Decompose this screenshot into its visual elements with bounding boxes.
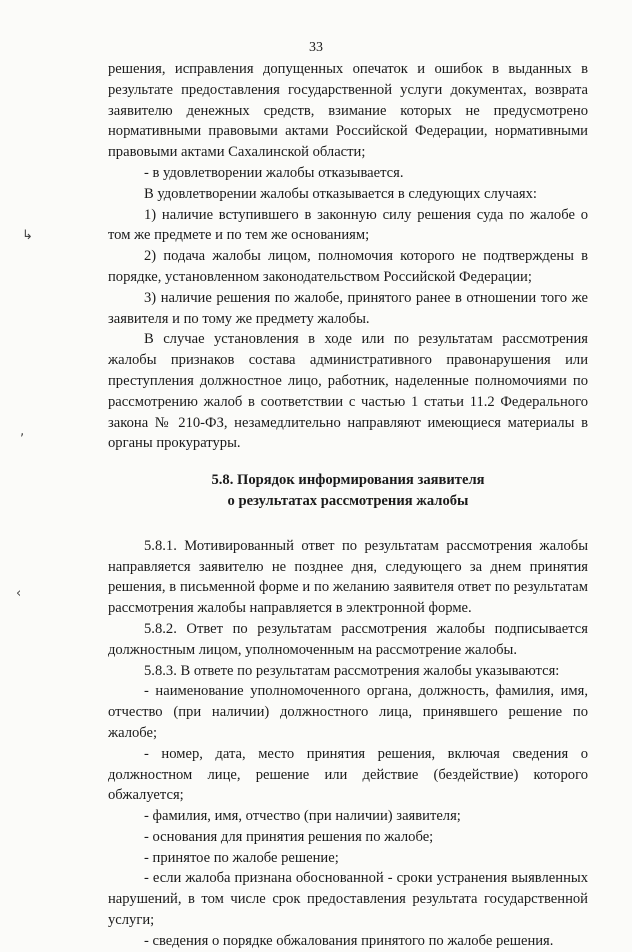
page-number: 33: [309, 40, 323, 55]
list-item: 1) наличие вступившего в законную силу решения суда по жалобе о том же предмете и по тем же основаниям;: [108, 206, 588, 244]
paragraph: 5.8.1. Мотивированный ответ по результатам рассмотрения жалобы направляется заявителю не позднее дня, следующего за днем принятия решения, в письменной форме и по желанию заявителя ответ по результатам рассмотрения жалобы направляется в электронной форме.: [108, 537, 588, 617]
list-item: - принятое по жалобе решение;: [144, 849, 339, 866]
paragraph: В удовлетворении жалобы отказывается в следующих случаях:: [144, 185, 537, 202]
list-item: - основания для принятия решения по жалобе;: [144, 828, 434, 845]
list-item: - фамилия, имя, отчество (при наличии) заявителя;: [144, 808, 461, 825]
list-item: - если жалоба признана обоснованной - сроки устранения выявленных нарушений, в том числе срок предоставления результата государственной услуги;: [108, 870, 588, 929]
list-item: - номер, дата, место принятия решения, включая сведения о должностном лице, решение или действие (бездействие) которого обжалуется;: [108, 745, 588, 804]
scan-mark: ‚: [20, 424, 25, 439]
section-heading: о результатах рассмотрения жалобы: [227, 492, 469, 509]
document-body: [108, 59, 588, 952]
paragraph: решения, исправления допущенных опечаток и ошибок в выданных в результате предоставления государственной услуги документах, возврата заявителю денежных средств, взимание которых не предусмотрено нормативными правовыми актами Российской Федерации, нормативными правовыми актами Сахалинской области;: [108, 61, 588, 161]
scan-mark: ‹: [16, 586, 22, 601]
list-item: - наименование уполномоченного органа, должность, фамилия, имя, отчество (при наличии) должностного лица, принявшего решение по жалобе;: [108, 683, 588, 741]
section-heading: 5.8. Порядок информирования заявителя: [211, 472, 485, 489]
list-item: 3) наличие решения по жалобе, принятого ранее в отношении того же заявителя и по тому же предмету жалобы.: [108, 289, 588, 327]
paragraph: 5.8.3. В ответе по результатам рассмотрения жалобы указываются:: [144, 662, 560, 679]
list-item: - в удовлетворении жалобы отказывается.: [144, 164, 404, 181]
list-item: - сведения о порядке обжалования принятого по жалобе решения.: [144, 932, 554, 949]
paragraph: В случае установления в ходе или по результатам рассмотрения жалобы признаков состава административного правонарушения или преступления должностное лицо, работник, наделенные полномочиями по рассмотрению жалоб в соответствии с частью 1 статьи 11.2 Федерального закона № 210-ФЗ, незамедлительно направляют имеющиеся материалы в органы прокуратуры.: [108, 331, 588, 452]
scan-mark: ↳: [22, 228, 33, 243]
list-item: 2) подача жалобы лицом, полномочия которого не подтверждены в порядке, установленном законодательством Российской Федерации;: [108, 248, 588, 285]
paragraph: 5.8.2. Ответ по результатам рассмотрения жалобы подписывается должностным лицом, уполномоченным на рассмотрение жалобы.: [108, 620, 588, 658]
